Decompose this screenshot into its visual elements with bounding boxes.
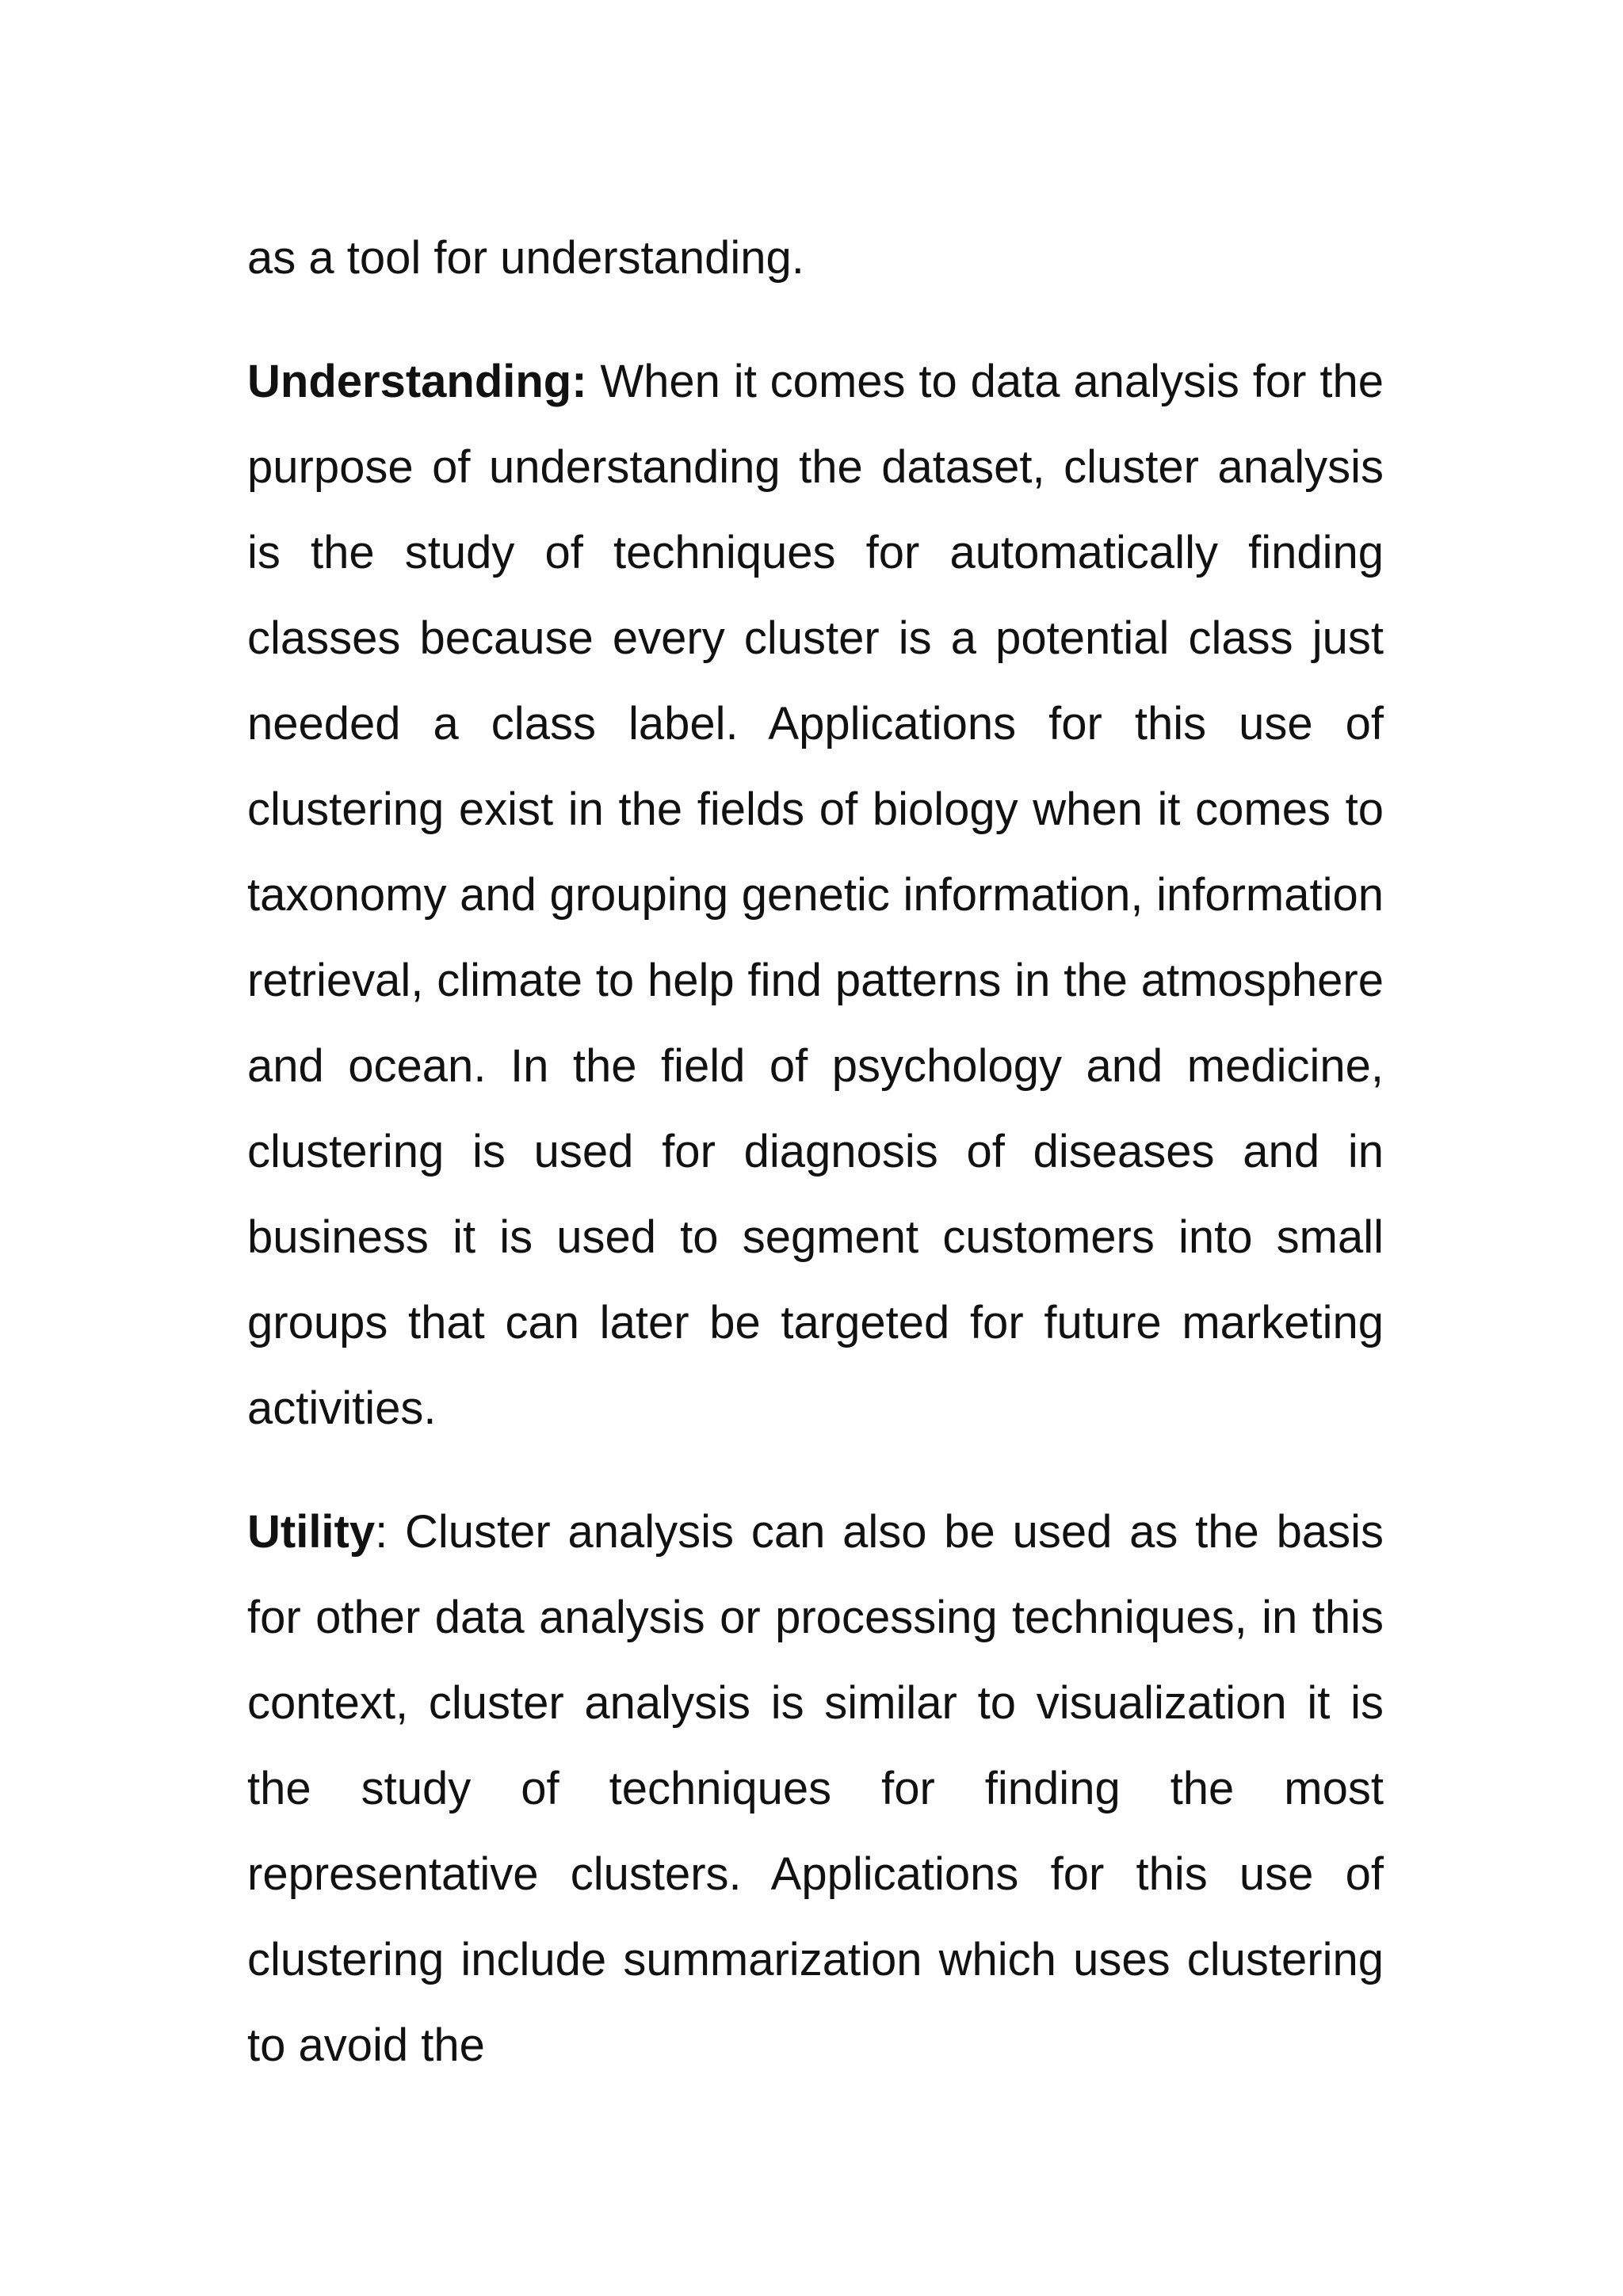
- paragraph-utility: [247, 1489, 1384, 2088]
- utility-heading: Utility: [247, 1506, 376, 1558]
- utility-text: : Cluster analysis can also be used as the basis for other data analysis or processing techniques, in this context, cluster analysis is similar to visualization it is the study of techniques for finding the most representative clusters. Applications for this use of clustering include summarization which uses clustering to avoid the: [247, 1506, 1384, 2071]
- paragraph-understanding: [247, 339, 1384, 1451]
- understanding-heading: Understanding:: [247, 356, 587, 407]
- intro-text: as a tool for understanding.: [247, 232, 804, 284]
- paragraph-intro: [247, 215, 1384, 301]
- understanding-text: When it comes to data analysis for the purpose of understanding the dataset, cluster analysis is the study of techniques for automatically finding classes because every cluster is a potential class just needed a class label. Applications for this use of clustering exist in the fields of biology when it comes to taxonomy and grouping genetic information, information retrieval, climate to help find patterns in the atmosphere and ocean. In the field of psychology and medicine, clustering is used for diagnosis of diseases and in business it is used to segment customers into small groups that can later be targeted for future marketing activities.: [247, 356, 1384, 1434]
- body-text: [247, 215, 1384, 2088]
